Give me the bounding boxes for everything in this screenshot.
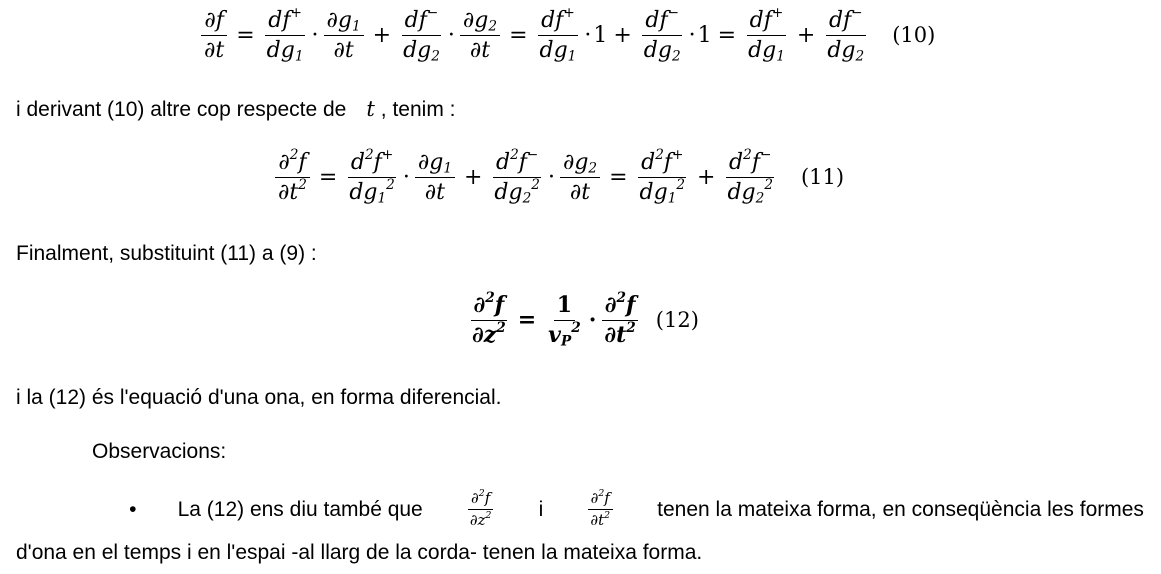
equation-number-12: (12) — [655, 307, 699, 332]
df-minus-over-dg2: $\frac{df^-}{dg_2}$ — [827, 4, 865, 65]
second-partial-f-over-partial-t2-inline: $\frac{\partial^2f}{\partial t^2}$ — [584, 490, 616, 530]
d2f-plus-over-dg1-squared: $\frac{d^2f^+}{dg_1^2}$ — [639, 146, 686, 207]
bullet-paragraph — [16, 490, 1144, 530]
df-minus-over-dg2: $\frac{df^-}{dg_2}$ — [643, 4, 681, 65]
second-partial-f-over-partial-t2: $\frac{\partial^2f}{\partial t^2}$ — [275, 150, 310, 206]
paragraph-derivant-tail: , tenim : — [380, 98, 456, 121]
equation-number-10: (10) — [892, 22, 936, 47]
equation-number-11: (11) — [800, 164, 845, 189]
partial-g1-over-partial-t: $\frac{\partial g_1}{\partial t}$ — [415, 150, 455, 206]
df-plus-over-dg1: $\frac{df^+}{dg_1}$ — [748, 4, 785, 65]
partial-g1-over-partial-t: $\frac{\partial g_1}{\partial t}$ — [324, 8, 364, 64]
bullet-symbol: • — [129, 497, 137, 521]
variable-t: t — [366, 97, 375, 121]
d2f-minus-over-dg2-squared: $\frac{d^2f^-}{dg_2^2}$ — [494, 146, 540, 207]
bullet-text-part1: La (12) ens diu també que — [177, 497, 423, 521]
second-partial-f-over-partial-t2: $\frac{\partial^2f}{\partial t^2}$ — [601, 293, 638, 349]
observations-heading: Observacions: — [92, 440, 227, 463]
equation-11: $\frac{\partial^2f}{\partial t^2}$ = $\frac{d^2f^+}{dg_1^2}$ · $\frac{\partial g_1}{\partial t}$ + $\frac{d^2f^-}{dg_2^2}$ · $\frac{\partial g_2}{\partial t}$ = $\frac{d^2f^+}{dg_1^2}$ + $\frac{d^2f^-}{dg_2^2}$ (11) — [272, 150, 844, 206]
partial-g2-over-partial-t: $\frac{\partial g_2}{\partial t}$ — [560, 150, 600, 206]
one-over-vp-squared: $\frac{1}{v_P^2}$ — [548, 292, 581, 350]
equation-12: $\frac{\partial^2f}{\partial z^2}$ = $\frac{1}{v_P^2}$ · $\frac{\partial^2f}{\partial t^2}$ (12) — [466, 293, 699, 349]
paragraph-derivant — [16, 97, 456, 122]
second-partial-f-over-partial-z2-inline: $\frac{\partial^2f}{\partial z^2}$ — [469, 488, 492, 530]
d2f-minus-over-dg2-squared: $\frac{d^2f^-}{dg_2^2}$ — [727, 146, 773, 207]
paragraph-derivant-text: i derivant (10) altre cop respecte de — [16, 98, 347, 121]
df-plus-over-dg1: $\frac{df^+}{dg_1}$ — [266, 4, 304, 65]
partial-f-over-partial-t: $\frac{\partial f}{\partial t}$ — [201, 8, 227, 64]
df-minus-over-dg2: $\frac{df^-}{dg_2}$ — [403, 4, 440, 65]
bullet-connector: i — [538, 497, 544, 521]
d2f-plus-over-dg1-squared: $\frac{d^2f^+}{dg_1^2}$ — [349, 146, 395, 207]
partial-g2-over-partial-t: $\frac{\partial g_2}{\partial t}$ — [460, 8, 500, 64]
equation-10: $\frac{\partial f}{\partial t}$ = $\frac{df^+}{dg_1}$ · $\frac{\partial g_1}{\partial t}$ + $\frac{df^-}{dg_2}$ · $\frac{\partial g_2}{\partial t}$ = $\frac{df^+}{dg_1}$ ·1 + $\frac{df^-}{dg_2}$ ·1 = $\frac{df^+}{dg_1}$ + $\frac{df^-}{dg_2}$ (10) — [198, 8, 935, 64]
bullet-text-part2: tenen la mateixa forma, en conseqüència les formes — [657, 497, 1144, 521]
paragraph-wave-equation: i la (12) és l'equació d'una ona, en forma diferencial. — [16, 386, 502, 409]
paragraph-finalment: Finalment, substituint (11) a (9) : — [16, 242, 317, 265]
second-partial-f-over-partial-z2: $\frac{\partial^2f}{\partial z^2}$ — [472, 289, 506, 349]
bullet-paragraph-line2: d'ona en el temps i en l'espai -al llarg de la corda- tenen la mateixa forma. — [16, 541, 703, 564]
df-plus-over-dg1: $\frac{df^+}{dg_1}$ — [539, 4, 577, 65]
